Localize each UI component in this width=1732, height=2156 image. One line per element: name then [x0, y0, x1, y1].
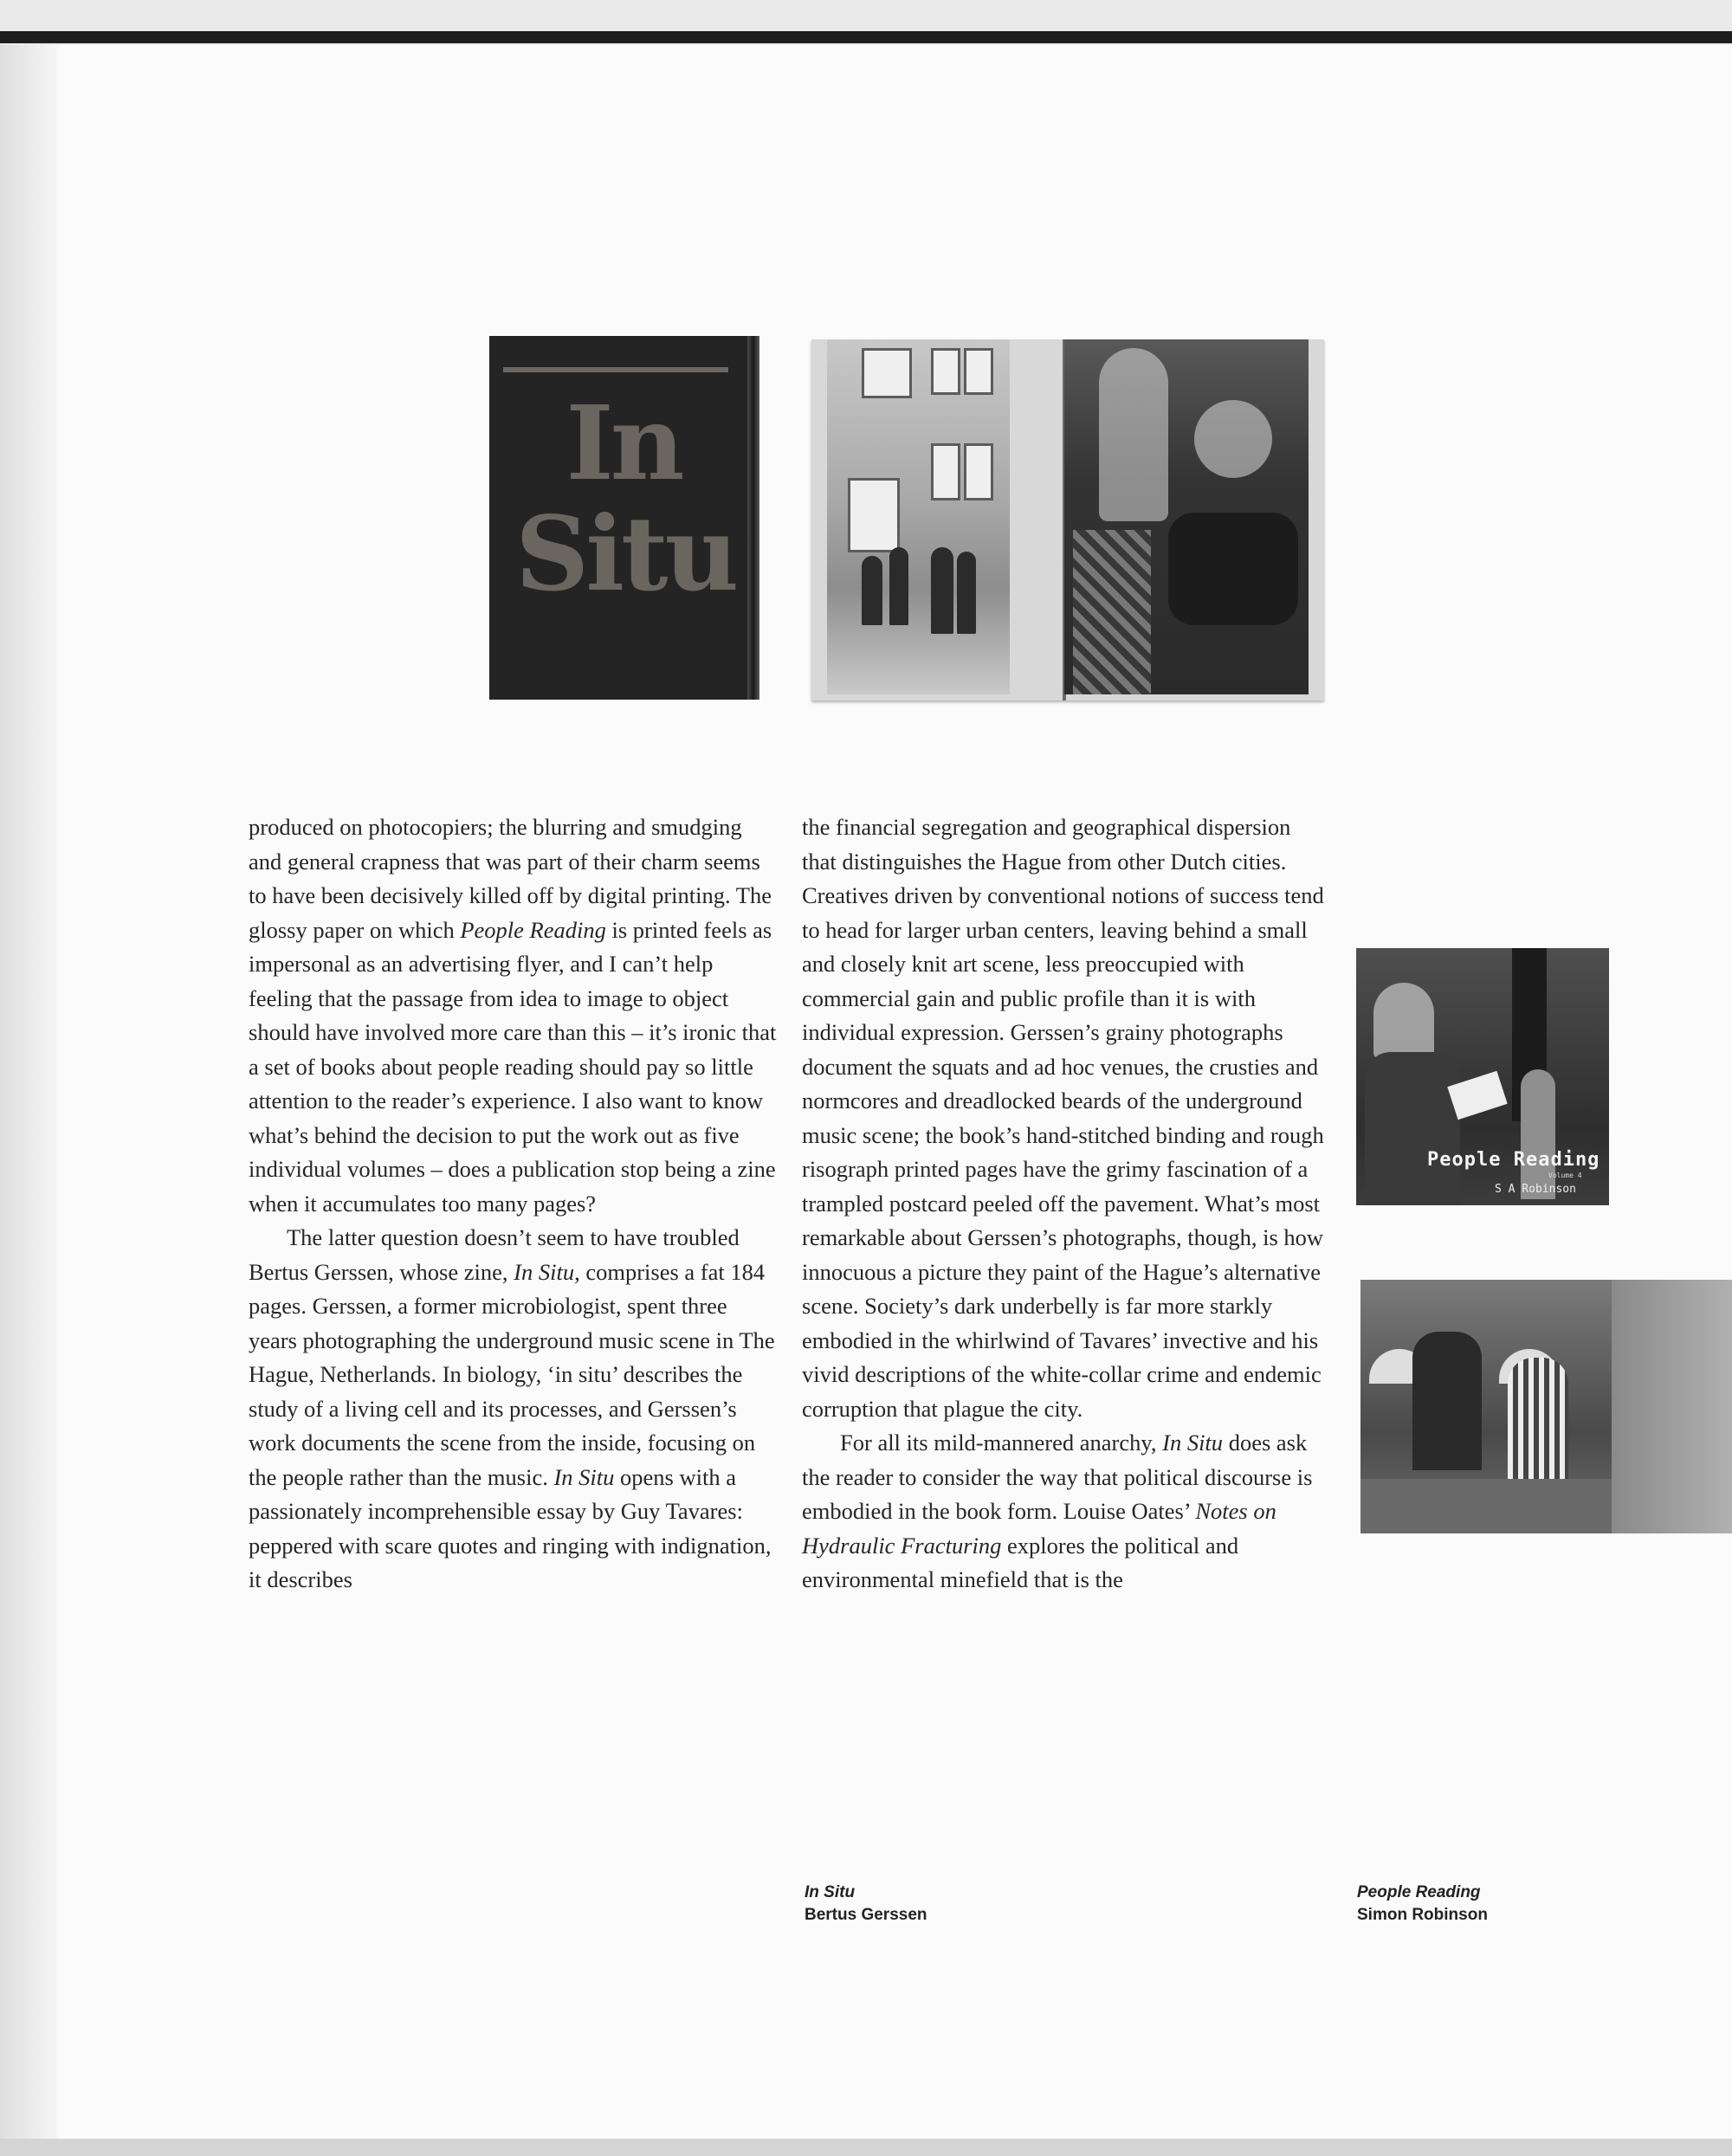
page-bottom-edge: [0, 2139, 1732, 2156]
cover-title-line1: In: [565, 383, 682, 503]
article-right-column: [802, 810, 1330, 1598]
book-title: In Situ: [553, 1463, 615, 1490]
caption-author: Simon Robinson: [1357, 1906, 1488, 1924]
caption-in-situ: [805, 1882, 927, 1927]
window: [931, 348, 960, 395]
page-left-margin: [0, 45, 57, 2156]
cover-title: [515, 383, 736, 614]
reading-woman: [1412, 1332, 1482, 1470]
in-situ-spread-photo: [811, 339, 1324, 700]
window: [848, 478, 900, 552]
woman-figure: [1099, 348, 1168, 521]
man-face: [1194, 400, 1272, 478]
window: [964, 348, 993, 395]
book-title: Notes on Hydraulic Fracturing: [802, 1498, 1276, 1559]
paragraph: the financial segregation and geographical dispersion that distinguishes the Hague from other Dutch cities. Creatives driven by conventional notions of success tend to head for larger urban centers, leaving behind a small and closely knit art scene, less preoccupied with commercial gain and public profile than it is with individual expression. Gerssen’s grainy photographs document the squats and ad hoc venues, the crusties and normcores and dreadlocked beards of the underground music scene; the book’s hand-stitched binding and rough risograph printed pages have the grimy fascination of a trampled postcard peeled off the pavement. What’s most remarkable about Gerssen’s photographs, though, is how innocuous a picture they paint of the Hague’s alternative scene. Society’s dark underbelly is far more starkly embodied in the whirlwind of Tavares’ invective and his vivid descriptions of the white-collar crime and endemic corruption that plague the city.: [802, 814, 1324, 1422]
paragraph: For all its mild-mannered anarchy, In Situ does ask the reader to consider the way that political discourse is embodied in the book form. Louise Oates’ Notes on Hydraulic Fracturing explores the political and environmental minefield that is the: [802, 1430, 1313, 1592]
spread-right-page-portrait: [1064, 339, 1309, 694]
person-figure: [889, 547, 908, 625]
window: [862, 348, 912, 398]
spread-right-page: [1612, 1280, 1732, 1533]
window: [931, 443, 960, 500]
caption-title: People Reading: [1357, 1883, 1481, 1901]
caption-author: Bertus Gerssen: [805, 1906, 927, 1924]
patterned-leggings: [1073, 530, 1151, 694]
book-title: People Reading: [460, 916, 606, 943]
man-body: [1365, 1052, 1460, 1205]
person-figure: [957, 552, 976, 634]
book-title: In Situ: [514, 1258, 575, 1285]
in-situ-cover-photo: [489, 336, 759, 700]
people-reading-cover-title: People Reading: [1427, 1149, 1600, 1171]
person-figure: [931, 547, 953, 634]
paragraph: produced on photocopiers; the blurring and smudging and general crapness that was part of their charm seems to have been decisively killed off by digital printing. The glossy paper on which People Reading is printed feels as impersonal as an advertising flyer, and I can’t help feeling that the passage from idea to image to object should have involved more care than this – it’s ironic that a set of books about people reading should pay so little attention to the reader’s experience. I also want to know what’s behind the decision to put the work out as five individual volumes – does a publication stop being a zine when it accumulates too many pages?: [249, 814, 777, 1217]
stone-ledge: [1360, 1479, 1612, 1533]
caption-people-reading: [1357, 1882, 1488, 1927]
article-left-column: [249, 810, 777, 1598]
bystander: [1521, 1069, 1555, 1199]
person-figure: [862, 556, 882, 625]
people-reading-spread-photo: [1360, 1280, 1732, 1533]
people-reading-cover-author: S A Robinson: [1495, 1183, 1576, 1196]
paragraph: The latter question doesn’t seem to have troubled Bertus Gerssen, whose zine, In Situ, comprises a fat 184 pages. Gerssen, a former microbiologist, spent three years photographing the underground music scene in The Hague, Netherlands. In biology, ‘in situ’ describes the study of a living cell and its processes, and Gerssen’s work documents the scene from the inside, focusing on the people rather than the music. In Situ opens with a passionately incomprehensible essay by Guy Tavares: peppered with scare quotes and ringing with indignation, it describes: [249, 1224, 775, 1592]
cover-rule: [503, 367, 728, 372]
page-binding-shadow: [0, 31, 1732, 43]
people-reading-cover-photo: [1356, 948, 1609, 1205]
people-reading-cover-volume: Volume 4: [1548, 1172, 1582, 1179]
reading-man: [1508, 1358, 1568, 1479]
cover-title-line2: Situ: [515, 494, 736, 614]
caption-title: In Situ: [805, 1883, 856, 1901]
man-head: [1373, 983, 1434, 1061]
window: [964, 443, 993, 500]
spread-left-page-building: [827, 339, 1010, 694]
cover-small-print: [503, 352, 676, 360]
cover-spine: [747, 336, 759, 700]
page-top-edge: [0, 0, 1732, 45]
book-title: In Situ: [1162, 1430, 1224, 1456]
man-tshirt: [1168, 513, 1298, 625]
